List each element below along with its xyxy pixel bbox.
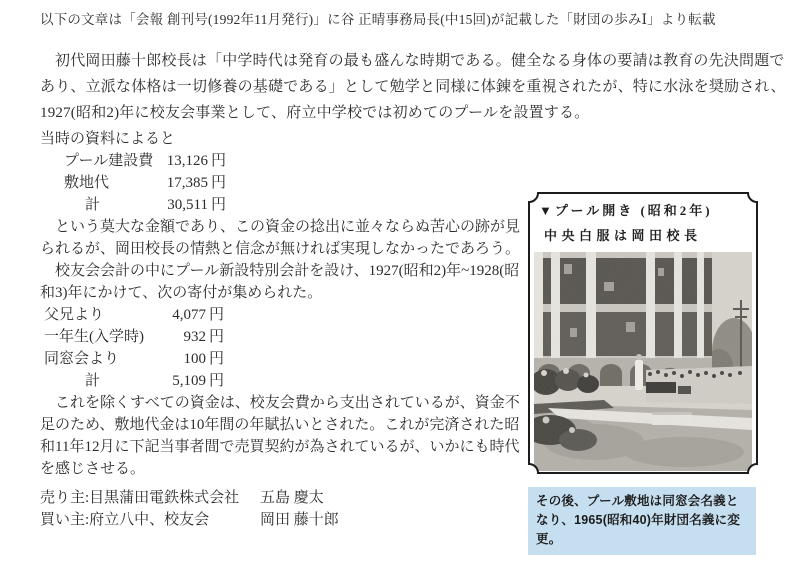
contract-row-buyer xyxy=(40,509,522,531)
note-text: その後、プール敷地は同窓会名義となり、1965(昭和40)年財団名義に変更。 xyxy=(536,494,741,546)
donation-unit: 円 xyxy=(209,373,225,389)
table-total-row xyxy=(40,370,522,392)
cost-unit: 円 xyxy=(211,197,227,213)
source-note: 当時の資料によると xyxy=(40,131,176,147)
cost-label: プール建設費 xyxy=(64,153,154,169)
buyer-party xyxy=(40,509,260,531)
seller-party-name: 目黒蒲田電鉄株式会社 xyxy=(89,490,240,506)
photo-figure xyxy=(528,192,758,474)
donation-table xyxy=(40,304,522,392)
seller-role-label: 売り主: xyxy=(40,490,90,506)
cost-amount: 13,126 xyxy=(166,153,208,169)
buyer-person-name: 岡田 藤十郎 xyxy=(260,512,339,528)
photo-caption-subtitle: 中央白服は岡田校長 xyxy=(544,228,702,243)
note-box xyxy=(528,487,756,555)
contract-row-seller xyxy=(40,487,522,509)
cost-unit: 円 xyxy=(211,175,227,191)
donation-label: 父兄より xyxy=(44,307,105,323)
seller-person-name: 五島 慶太 xyxy=(260,490,324,506)
cost-amount: 30,511 xyxy=(167,197,208,213)
table-row xyxy=(40,150,522,172)
intro-line: 以下の文章は「会報 創刊号(1992年11月発行)」に谷 正晴事務局長(中15回)が記載した「財団の歩みⅠ」より転載 xyxy=(40,12,716,27)
pool-opening-photo xyxy=(534,252,752,471)
left-text-column xyxy=(40,128,522,531)
contract-parties xyxy=(40,487,522,531)
cost-label: 計 xyxy=(85,197,101,213)
table-total-row xyxy=(40,194,522,216)
paragraph-principal: 初代岡田藤十郎校長は「中学時代は発育の最も盛んな時期である。健全なる身体の要請は教育の先決問題であり、立派な体格は一切修養の基礎である」として勉学と同様に体錬を重視されたが、特に水泳を奨励され、1927(昭和2)年に校友会事業として、府立中学校では初めてのプールを設置する。 xyxy=(40,53,786,121)
donation-label: 計 xyxy=(85,373,101,389)
table-row xyxy=(40,304,522,326)
donation-amount: 5,109 xyxy=(172,373,206,389)
buyer-role-label: 買い主: xyxy=(40,512,90,528)
photo-caption-title: ▼プール開き (昭和2年) xyxy=(539,203,713,218)
seller-party xyxy=(40,487,260,509)
donation-amount: 100 xyxy=(183,351,206,367)
donation-label: 同窓会より xyxy=(44,351,120,367)
cost-label: 敷地代 xyxy=(64,175,110,191)
donation-unit: 円 xyxy=(209,351,225,367)
donation-unit: 円 xyxy=(209,329,225,345)
cost-amount: 17,385 xyxy=(166,175,208,191)
buyer-party-name: 府立八中、校友会 xyxy=(89,512,210,528)
donation-amount: 4,077 xyxy=(172,307,206,323)
table-row xyxy=(40,172,522,194)
donation-intro-paragraph: 校友会会計の中にプール新設特別会計を設け、1927(昭和2)年~1928(昭和3)年にかけて、次の寄付が集められた。 xyxy=(40,263,520,301)
table-row xyxy=(40,348,522,370)
donation-label: 一年生(入学時) xyxy=(44,329,144,345)
donation-unit: 円 xyxy=(209,307,225,323)
table-row xyxy=(40,326,522,348)
donation-amount: 932 xyxy=(183,329,206,345)
funding-note-paragraph: これを除くすべての資金は、校友会費から支出されているが、資金不足のため、敷地代金は10年間の年賦払いとされた。これが完済された昭和11年12月に下記当事者間で売買契約が為されているが、いかにも時代を感じさせる。 xyxy=(40,395,520,477)
amount-comment-paragraph: という莫大な金額であり、この資金の捻出に並々ならぬ苦心の跡が見られるが、岡田校長の情熱と信念が無ければ実現しなかったであろう。 xyxy=(40,219,521,257)
cost-table xyxy=(40,150,522,216)
photo-frame-content xyxy=(528,192,758,471)
cost-unit: 円 xyxy=(211,153,227,169)
